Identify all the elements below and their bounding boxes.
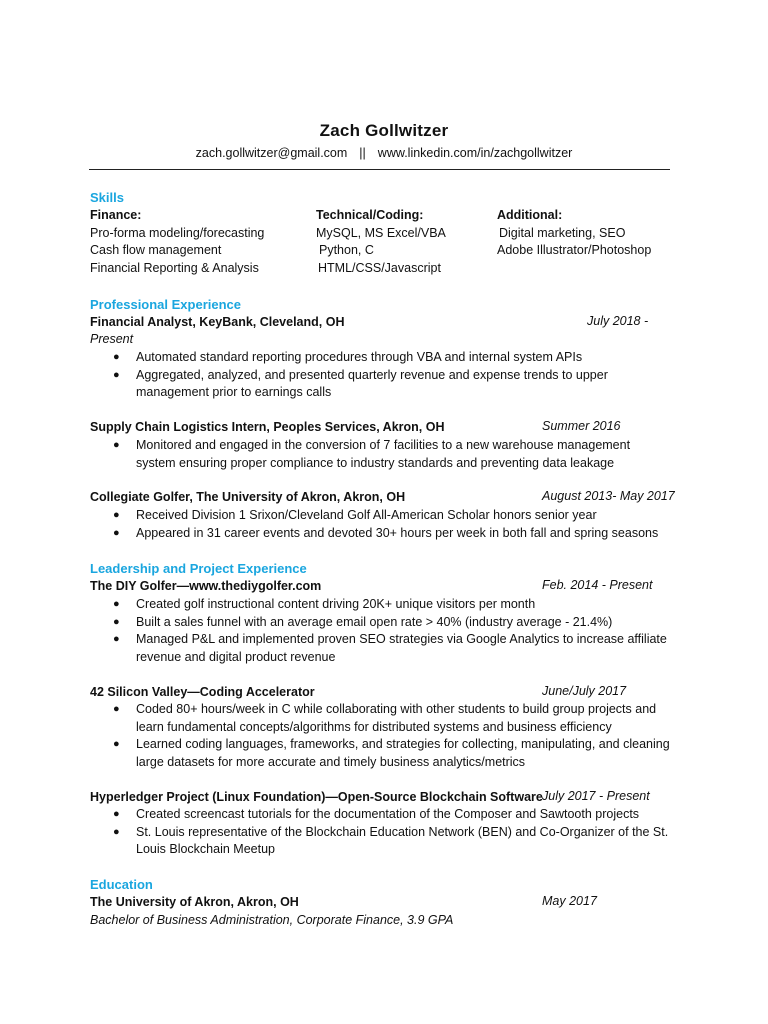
list-item: management prior to earnings calls	[136, 385, 332, 399]
leadership-heading: Leadership and Project Experience	[90, 561, 307, 576]
job-title: Supply Chain Logistics Intern, Peoples Services, Akron, OH	[90, 420, 445, 434]
list-item: ● Aggregated, analyzed, and presented quarterly revenue and expense trends to upper	[0, 367, 676, 385]
list-item: ● Managed P&L and implemented proven SEO strategies via Google Analytics to increase affiliate	[0, 631, 676, 649]
project-bullets	[0, 806, 676, 859]
list-item: ● Received Division 1 Srixon/Cleveland Golf All-American Scholar honors senior year	[0, 507, 676, 525]
list-item: ● Coded 80+ hours/week in C while collaborating with other students to build group projects and	[0, 701, 676, 719]
candidate-name: Zach Gollwitzer	[319, 121, 449, 140]
skill-item: Financial Reporting & Analysis	[90, 260, 259, 275]
graduation-date: May 2017	[542, 894, 597, 908]
bullet-icon: ●	[113, 633, 120, 645]
bullet-icon: ●	[113, 703, 120, 715]
job-date: July 2018 -	[587, 314, 649, 328]
skills-column-technical	[316, 207, 446, 277]
skill-item: MySQL, MS Excel/VBA	[316, 225, 446, 240]
list-item: ● Automated standard reporting procedures through VBA and internal system APIs	[0, 349, 676, 367]
job-bullets	[0, 437, 676, 472]
degree-line: Bachelor of Business Administration, Corporate Finance, 3.9 GPA	[90, 913, 454, 927]
skills-column-heading: Finance:	[90, 208, 142, 222]
list-item: ● Built a sales funnel with an average email open rate > 40% (industry average - 21.4%)	[0, 614, 676, 632]
contact-line	[0, 146, 768, 160]
skill-item: Digital marketing, SEO	[499, 225, 626, 240]
email-link[interactable]: zach.gollwitzer@gmail.com	[195, 146, 348, 160]
school-name: The University of Akron, Akron, OH	[90, 895, 299, 909]
list-item: system ensuring proper compliance to industry standards and preventing data leakage	[136, 455, 615, 470]
job-date: Summer 2016	[542, 419, 621, 433]
skills-column-heading: Additional:	[497, 208, 563, 222]
project-bullets	[0, 701, 676, 771]
project-date: July 2017 - Present	[542, 789, 650, 803]
project-date: Feb. 2014 - Present	[542, 578, 653, 592]
bullet-icon: ●	[113, 509, 120, 521]
linkedin-link[interactable]: www.linkedin.com/in/zachgollwitzer	[377, 146, 573, 160]
project-bullets	[0, 596, 676, 666]
list-item: ● Created screencast tutorials for the documentation of the Composer and Sawtooth projects	[0, 806, 676, 824]
contact-separator: ||	[359, 146, 366, 160]
bullet-icon: ●	[113, 825, 120, 838]
bullet-icon: ●	[113, 598, 120, 610]
skills-heading: Skills	[90, 190, 124, 205]
project-title: 42 Silicon Valley—Coding Accelerator	[90, 685, 315, 699]
list-item: ● St. Louis representative of the Blockchain Education Network (BEN) and Co-Organizer of the St.	[0, 824, 676, 842]
skill-item: HTML/CSS/Javascript	[318, 260, 441, 275]
skill-item: Cash flow management	[90, 243, 222, 257]
experience-heading: Professional Experience	[90, 297, 242, 312]
bullet-icon: ●	[113, 615, 120, 628]
header-divider	[89, 169, 670, 170]
list-item: learn fundamental concepts/algorithms for distributed systems and business efficiency	[136, 719, 612, 734]
education-heading: Education	[90, 877, 153, 892]
bullet-icon: ●	[113, 526, 120, 539]
skills-column-additional	[497, 207, 651, 260]
job-title: Financial Analyst, KeyBank, Cleveland, OH	[90, 315, 345, 329]
job-date-continued: Present	[90, 332, 134, 346]
bullet-icon: ●	[113, 351, 120, 363]
list-item: ● Monitored and engaged in the conversion of 7 facilities to a new warehouse management	[0, 437, 676, 455]
list-item: large datasets for more accurate and timely business analytics/metrics	[136, 754, 526, 769]
skills-column-heading: Technical/Coding:	[316, 208, 424, 222]
skill-item: Adobe Illustrator/Photoshop	[497, 243, 652, 257]
skills-column-finance	[90, 207, 264, 277]
list-item: Louis Blockchain Meetup	[136, 842, 275, 856]
job-bullets	[0, 349, 676, 402]
list-item: ● Learned coding languages, frameworks, and strategies for collecting, manipulating, and cleaning	[0, 736, 676, 754]
job-date: August 2013- May 2017	[542, 489, 675, 503]
list-item: revenue and digital product revenue	[136, 649, 336, 664]
project-title: Hyperledger Project (Linux Foundation)—Open-Source Blockchain Software	[90, 790, 543, 804]
bullet-icon: ●	[113, 738, 120, 750]
project-title: The DIY Golfer—www.thediygolfer.com	[90, 579, 322, 593]
bullet-icon: ●	[113, 808, 120, 820]
skill-item: Python, C	[319, 243, 374, 257]
project-date: June/July 2017	[542, 684, 627, 698]
skill-item: Pro-forma modeling/forecasting	[90, 225, 265, 240]
bullet-icon: ●	[113, 439, 120, 451]
job-bullets	[0, 507, 676, 542]
bullet-icon: ●	[113, 368, 120, 381]
list-item: ● Created golf instructional content driving 20K+ unique visitors per month	[0, 596, 676, 614]
job-title: Collegiate Golfer, The University of Akron, Akron, OH	[90, 490, 406, 504]
list-item: ● Appeared in 31 career events and devoted 30+ hours per week in both fall and spring seasons	[0, 525, 676, 543]
